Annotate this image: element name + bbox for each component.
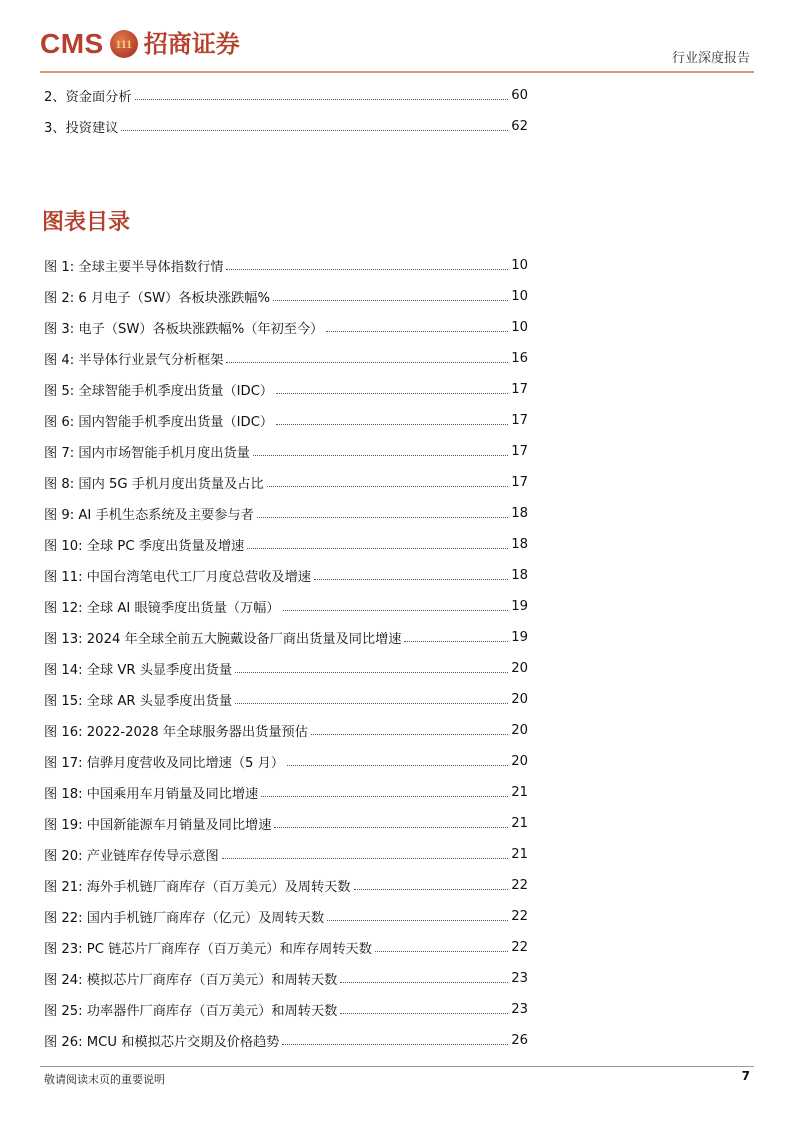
entry-label: 图 2: 6 月电子（SW）各板块涨跌幅% [44,291,270,306]
entry-label: 图 7: 国内市场智能手机月度出货量 [44,446,250,461]
dot-leader [340,981,508,983]
entry-label: 2、资金面分析 [44,90,132,105]
dot-leader [327,919,508,921]
header-divider [40,71,754,73]
logo-emblem-text: 111 [115,36,133,51]
entry-page-number: 22 [511,940,528,955]
entry-page-number: 17 [511,475,528,490]
dot-leader [253,454,508,456]
entry-page-number: 16 [511,351,528,366]
figure-entry[interactable] [44,870,528,901]
dot-leader [375,950,508,952]
dot-leader [261,795,508,797]
entry-label: 图 11: 中国台湾笔电代工厂月度总营收及增速 [44,570,311,585]
dot-leader [135,98,509,100]
figure-entry[interactable] [44,932,528,963]
entry-page-number: 17 [511,413,528,428]
entry-page-number: 21 [511,785,528,800]
report-type-label: 行业深度报告 [671,51,750,66]
company-logo [40,24,240,64]
figure-entry[interactable] [44,405,528,436]
entry-label: 图 18: 中国乘用车月销量及同比增速 [44,787,259,802]
entry-page-number: 17 [511,382,528,397]
dot-leader [287,764,508,766]
dot-leader [276,423,508,425]
entry-page-number: 10 [511,289,528,304]
entry-page-number: 20 [511,692,528,707]
entry-page-number: 26 [511,1033,528,1048]
footer-divider [40,1066,754,1067]
figure-list [44,250,528,1056]
page-header [0,0,794,74]
entry-page-number: 19 [511,630,528,645]
dot-leader [226,361,508,363]
page-number: 7 [741,1069,750,1083]
dot-leader [276,392,508,394]
entry-page-number: 22 [511,909,528,924]
dot-leader [222,857,509,859]
entry-label: 3、投资建议 [44,121,119,136]
entry-label: 图 13: 2024 年全球全前五大腕戴设备厂商出货量及同比增速 [44,632,402,647]
logo-chinese-name: 招商证券 [143,29,240,58]
figure-entry[interactable] [44,994,528,1025]
dot-leader [282,1043,508,1045]
dot-leader [235,702,508,704]
dot-leader [326,330,508,332]
entry-label: 图 14: 全球 VR 头显季度出货量 [44,663,233,678]
entry-page-number: 62 [511,119,528,134]
entry-page-number: 18 [511,568,528,583]
entry-label: 图 26: MCU 和模拟芯片交期及价格趋势 [44,1035,280,1050]
entry-label: 图 1: 全球主要半导体指数行情 [44,260,224,275]
entry-label: 图 23: PC 链芯片厂商库存（百万美元）和库存周转天数 [44,942,372,957]
figure-entry[interactable] [44,281,528,312]
figure-entry[interactable] [44,901,528,932]
dot-leader [257,516,508,518]
entry-page-number: 18 [511,506,528,521]
figure-entry[interactable] [44,436,528,467]
dot-leader [340,1012,508,1014]
figure-entry[interactable] [44,1025,528,1056]
entry-label: 图 9: AI 手机生态系统及主要参与者 [44,508,254,523]
figure-entry[interactable] [44,560,528,591]
entry-label: 图 6: 国内智能手机季度出货量（IDC） [44,415,274,430]
figure-entry[interactable] [44,343,528,374]
entry-label: 图 21: 海外手机链厂商库存（百万美元）及周转天数 [44,880,351,895]
figure-entry[interactable] [44,498,528,529]
dot-leader [354,888,509,890]
dot-leader [274,826,508,828]
figure-entry[interactable] [44,591,528,622]
entry-label: 图 10: 全球 PC 季度出货量及增速 [44,539,245,554]
dot-leader [121,129,508,131]
dot-leader [314,578,508,580]
figure-entry[interactable] [44,808,528,839]
entry-page-number: 23 [511,971,528,986]
figure-entry[interactable] [44,622,528,653]
entry-page-number: 20 [511,754,528,769]
entry-label: 图 19: 中国新能源车月销量及同比增速 [44,818,272,833]
figure-entry[interactable] [44,529,528,560]
entry-page-number: 10 [511,258,528,273]
figure-entry[interactable] [44,467,528,498]
figure-entry[interactable] [44,777,528,808]
dot-leader [247,547,508,549]
figure-entry[interactable] [44,963,528,994]
entry-page-number: 21 [511,816,528,831]
entry-label: 图 17: 信骅月度营收及同比增速（5 月） [44,756,285,771]
entry-page-number: 19 [511,599,528,614]
entry-page-number: 23 [511,1002,528,1017]
entry-label: 图 22: 国内手机链厂商库存（亿元）及周转天数 [44,911,325,926]
figure-entry[interactable] [44,653,528,684]
entry-label: 图 24: 模拟芯片厂商库存（百万美元）和周转天数 [44,973,338,988]
entry-page-number: 20 [511,723,528,738]
figure-entry[interactable] [44,684,528,715]
dot-leader [283,609,509,611]
figure-entry[interactable] [44,312,528,343]
entry-label: 图 5: 全球智能手机季度出货量（IDC） [44,384,274,399]
contents-entry[interactable] [44,80,528,111]
entry-page-number: 21 [511,847,528,862]
dot-leader [235,671,508,673]
figure-entry[interactable] [44,746,528,777]
entry-label: 图 4: 半导体行业景气分析框架 [44,353,224,368]
entry-label: 图 20: 产业链库存传导示意图 [44,849,219,864]
entry-label: 图 12: 全球 AI 眼镜季度出货量（万幅） [44,601,280,616]
entry-page-number: 20 [511,661,528,676]
entry-label: 图 8: 国内 5G 手机月度出货量及占比 [44,477,264,492]
dot-leader [404,640,508,642]
entry-page-number: 60 [511,88,528,103]
footer-disclaimer: 敬请阅读末页的重要说明 [44,1073,165,1086]
entry-label: 图 15: 全球 AR 头显季度出货量 [44,694,233,709]
contents-entry[interactable] [44,111,528,142]
figure-entry[interactable] [44,250,528,281]
figure-entry[interactable] [44,839,528,870]
entry-page-number: 22 [511,878,528,893]
dot-leader [226,268,508,270]
entry-page-number: 18 [511,537,528,552]
entry-label: 图 3: 电子（SW）各板块涨跌幅%（年初至今） [44,322,324,337]
logo-emblem-icon [110,30,138,58]
dot-leader [311,733,508,735]
figure-entry[interactable] [44,374,528,405]
entry-page-number: 10 [511,320,528,335]
entry-page-number: 17 [511,444,528,459]
figure-entry[interactable] [44,715,528,746]
entry-label: 图 16: 2022-2028 年全球服务器出货量预估 [44,725,308,740]
figure-list-title: 图表目录 [42,209,131,235]
dot-leader [273,299,508,301]
contents-list [44,80,528,142]
dot-leader [267,485,509,487]
logo-cms-text: CMS [40,28,104,59]
entry-label: 图 25: 功率器件厂商库存（百万美元）和周转天数 [44,1004,338,1019]
